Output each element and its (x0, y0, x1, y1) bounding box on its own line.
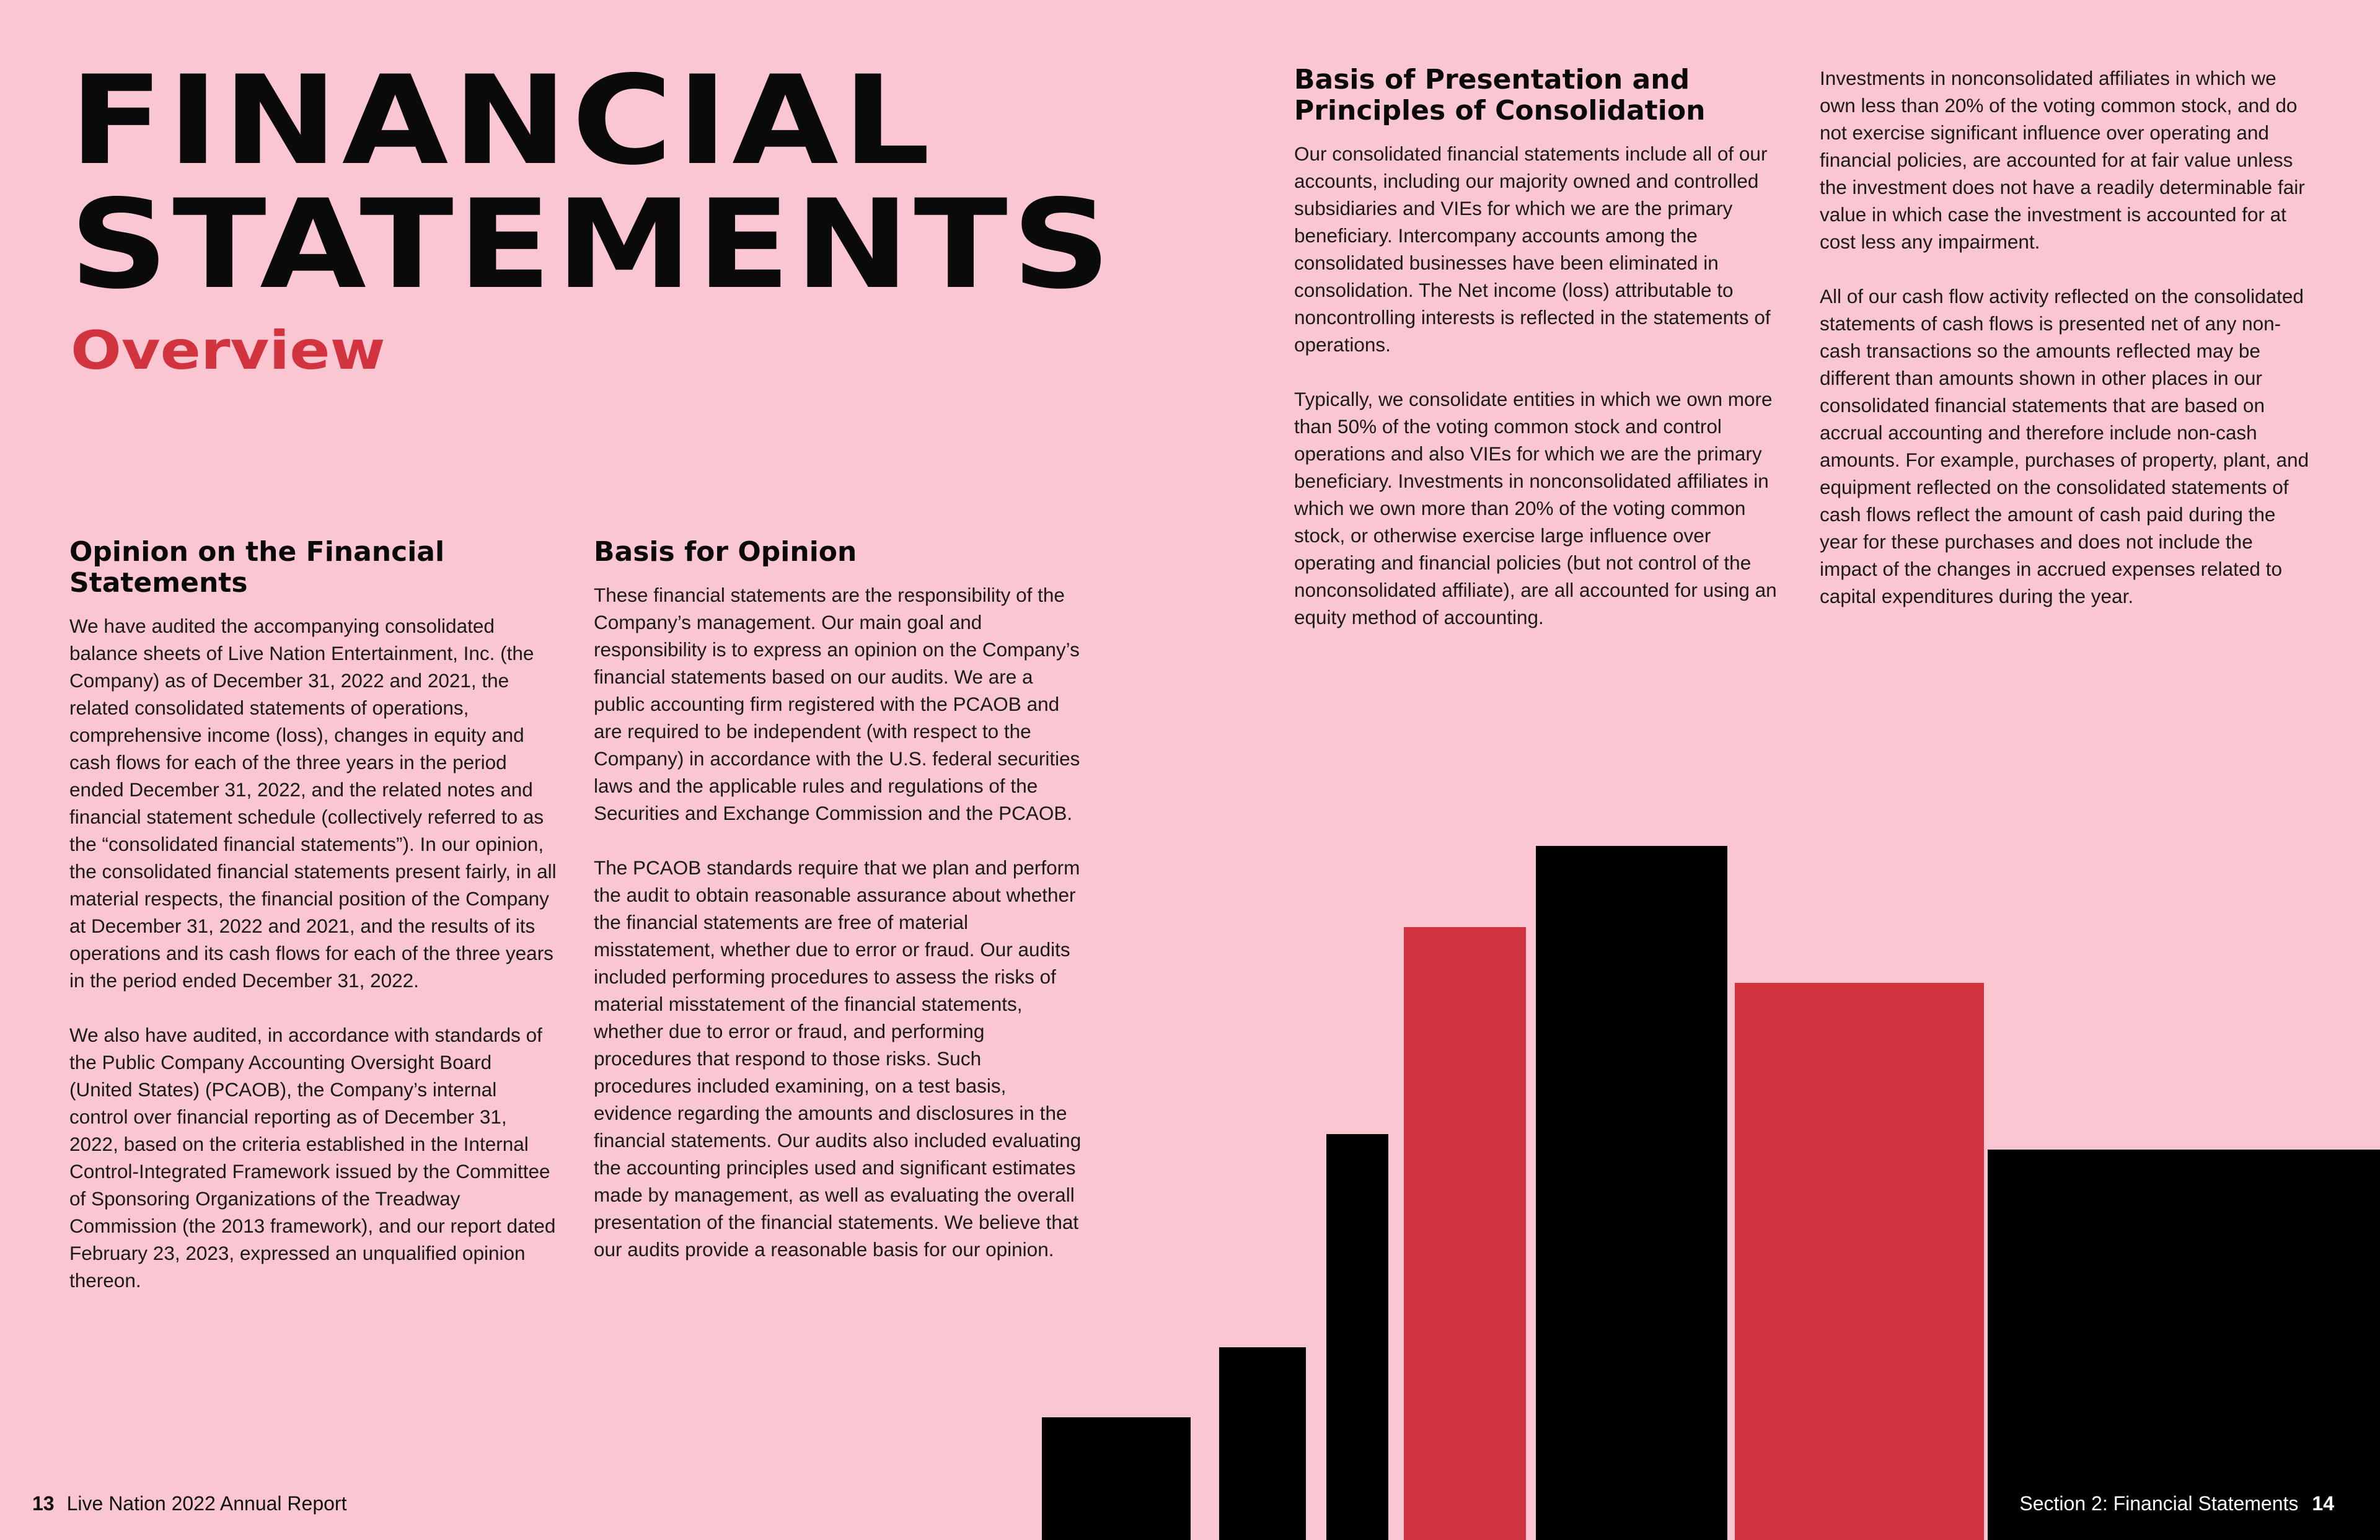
investments-paragraph: All of our cash flow activity reflected on the consolidated statements of cash flows is presented net of any non-cash transactions so the amounts reflected may be different than amounts shown in other places in our consolidated financial statements that are based on accrual accounting and therefore include non-cash amounts. For example, purchases of property, plant, and equipment reflected on the consolidated statements of cash flows reflect the amount of cash paid during the year for these purchases and does not include the impact of the changes in accrued expenses related to capital expenditures during the year. (1820, 285, 2309, 607)
decorative-bar-6 (1735, 983, 1984, 1540)
basis-paragraph: These financial statements are the responsibility of the Company’s management. Our main goal and responsibility is to express an opinion on the Company’s financial statements based on our audits. We are a public accounting firm registered with the PCAOB and are required to be independent (with respect to the Company) in accordance with the U.S. federal securities laws and the applicable rules and regulations of the Securities and Exchange Commission and the PCAOB. (594, 584, 1080, 824)
opinion-paragraph: We have audited the accompanying consolidated balance sheets of Live Nation Entertainment, Inc. (the Company) as of December 31, 2022 and 2021, the related consolidated statements of operations, comprehensive income (loss), changes in equity and cash flows for each of the three years in the period ended December 31, 2022, and the related notes and financial statement schedule (collectively referred to as the “consolidated financial statements”). In our opinion, the consolidated financial statements present fairly, in all material respects, the financial position of the Company at December 31, 2022 and 2021, and the results of its operations and its cash flows for each of the three years in the period ended December 31, 2022. (69, 615, 557, 992)
basis-section (594, 537, 1083, 1263)
opinion-section (69, 537, 559, 1294)
title-line-1: FINANCIAL (69, 49, 935, 192)
decorative-bar-1 (1042, 1417, 1191, 1540)
footer-right (2019, 1490, 2334, 1517)
presentation-section (1294, 64, 1784, 631)
footer-left (32, 1490, 346, 1517)
page-number-left: 13 (32, 1492, 55, 1515)
investments-paragraph: Investments in nonconsolidated affiliates in which we own less than 20% of the voting common stock, and do not exercise significant influence over operating and financial policies, are accounted for at fair value unless the investment does not have a readily determinable fair value in which case the investment is accounted for at cost less any impairment. (1820, 67, 2305, 253)
decorative-bar-4 (1404, 927, 1526, 1540)
decorative-bar-7 (1988, 1150, 2380, 1540)
decorative-bar-3 (1326, 1134, 1388, 1540)
presentation-paragraph: Our consolidated financial statements include all of our accounts, including our majority owned and controlled subsidiaries and VIEs for which we are the primary beneficiary. Intercompany accounts among the consolidated businesses have been eliminated in consolidation. The Net income (loss) attributable to noncontrolling interests is reflected in the statements of operations. (1294, 143, 1771, 356)
decorative-bar-5 (1536, 846, 1727, 1540)
footer-report-title: Live Nation 2022 Annual Report (66, 1492, 347, 1515)
decorative-bar-2 (1219, 1347, 1306, 1540)
title-line-2: STATEMENTS (69, 173, 1115, 316)
footer-section-title: Section 2: Financial Statements (2019, 1492, 2299, 1515)
presentation-paragraph: Typically, we consolidate entities in which we own more than 50% of the voting common stock and control operations and also VIEs for which we are the primary beneficiary. Investments in nonconsolidated affiliates in which we own more than 20% of the voting common stock, or otherwise exercise large influence over operating and financial policies (but not control of the nonconsolidated affiliate), are all accounted for using an equity method of accounting. (1294, 388, 1777, 628)
presentation-heading: Basis of Presentation and Principles of Consolidation (1294, 64, 1706, 126)
opinion-heading: Opinion on the Financial Statements (69, 536, 445, 599)
investments-section (1820, 64, 2316, 610)
opinion-paragraph: We also have audited, in accordance with standards of the Public Company Accounting Oversight Board (United States) (PCAOB), the Company’s internal control over financial reporting as of December 31, 2022, based on the criteria established in the Internal Control-Integrated Framework issued by the Committee of Sponsoring Organizations of the Treadway Commission (the 2013 framework), and our report dated February 23, 2023, expressed an unqualified opinion thereon. (69, 1024, 556, 1291)
basis-paragraph: The PCAOB standards require that we plan and perform the audit to obtain reasonable assurance about whether the financial statements are free of material misstatement, whether due to error or fraud. Our audits included performing procedures to assess the risks of material misstatement of the financial statements, whether due to error or fraud, and performing procedures that respond to those risks. Such procedures included examining, on a test basis, evidence regarding the amounts and disclosures in the financial statements. Our audits also included evaluating the accounting principles used and significant estimates made by management, as well as evaluating the overall presentation of the financial statements. We believe that our audits provide a reasonable basis for our opinion. (594, 856, 1082, 1261)
page-subtitle: Overview (71, 320, 386, 382)
page-title (69, 49, 1115, 316)
basis-heading: Basis for Opinion (594, 536, 857, 568)
page-number-right: 14 (2312, 1492, 2334, 1515)
